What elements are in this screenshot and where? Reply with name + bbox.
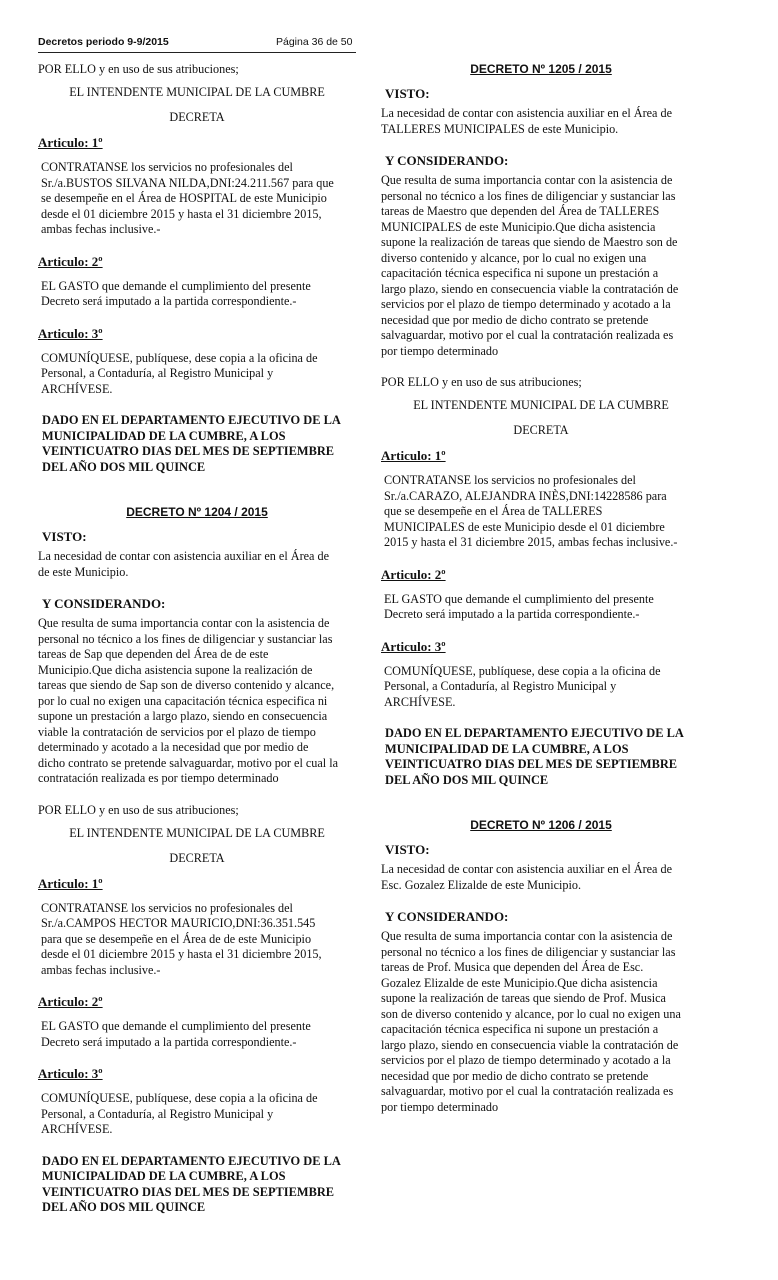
text-line: DADO EN EL DEPARTAMENTO EJECUTIVO DE LA bbox=[42, 1153, 341, 1168]
text-line: ARCHÍVESE. bbox=[41, 381, 113, 396]
text-line: MUNICIPALIDAD DE LA CUMBRE, A LOS bbox=[42, 428, 286, 443]
article-3-text bbox=[38, 351, 356, 398]
text-line: desde el 01 diciembre 2015 y hasta el 31 diciembre 2015, bbox=[41, 206, 322, 221]
article-1-label: Articulo: 1º bbox=[381, 448, 446, 463]
text-line: capacitación técnica especifica ni supone un prestación a bbox=[381, 1022, 659, 1036]
text-line: ambas fechas inclusive.- bbox=[41, 962, 161, 977]
text-line: servicios por el plazo de tiempo determinado y acotado a la bbox=[381, 1053, 671, 1067]
text-line: viable la contratación de servicios por el plazo de tiempo bbox=[38, 724, 316, 739]
text-line: diverso contenido y alcance, por lo cual no exigen una bbox=[381, 250, 647, 265]
text-line: largo plazo, siendo en consecuencia viable la contratación de bbox=[381, 281, 679, 296]
text-line: VEINTICUATRO DIAS DEL MES DE SEPTIEMBRE bbox=[385, 757, 678, 771]
text-line: Decreto será imputado a la partida correspondiente.- bbox=[384, 607, 640, 621]
decree-title: DECRETO Nº 1205 / 2015 bbox=[470, 62, 612, 76]
text-line: salvaguardar, motivo por el cual la contratación realizada es bbox=[381, 1084, 674, 1098]
text-line: determinado y acotado a la necesidad que por medio de bbox=[38, 740, 309, 754]
text-line: DEL AÑO DOS MIL QUINCE bbox=[42, 1200, 206, 1214]
article-2-label: Articulo: 2º bbox=[381, 566, 446, 582]
text-line: Sr./a.CARAZO, ALEJANDRA INÈS,DNI:14228586 para bbox=[384, 488, 667, 503]
article-3-text bbox=[381, 664, 701, 711]
text-line: personal no técnico a los fines de diligenciar y sustanciar las bbox=[381, 944, 676, 959]
decree-title: DECRETO Nº 1204 / 2015 bbox=[126, 505, 268, 519]
text-line: La necesidad de contar con asistencia auxiliar en el Área de bbox=[38, 549, 330, 563]
text-line: Personal, a Contaduría, al Registro Municipal y bbox=[384, 679, 617, 693]
text-line: DEL AÑO DOS MIL QUINCE bbox=[42, 459, 206, 474]
text-line: Que resulta de suma importancia contar con la asistencia de bbox=[381, 173, 673, 187]
considerando-text bbox=[38, 616, 356, 787]
text-line: COMUNÍQUESE, publíquese, dese copia a la oficina de bbox=[41, 1091, 318, 1105]
article-3-label: Articulo: 3º bbox=[381, 638, 446, 654]
text-line: CONTRATANSE los servicios no profesionales del bbox=[384, 473, 636, 487]
considerando-label: Y CONSIDERANDO: bbox=[385, 909, 509, 924]
text-line: Municipio.Que dicha asistencia supone la realización de bbox=[38, 662, 313, 677]
considerando-label: Y CONSIDERANDO: bbox=[42, 596, 166, 611]
text-line: Gozalez Elizalde de este Municipio.Que dicha asistencia bbox=[381, 975, 658, 990]
text-line: VEINTICUATRO DIAS DEL MES DE SEPTIEMBRE bbox=[42, 1184, 335, 1199]
considerando-text bbox=[381, 929, 701, 1115]
header-page-number: Página 36 de 50 bbox=[276, 36, 353, 48]
text-line: capacitación técnica especifica ni supone un prestación a bbox=[381, 266, 659, 280]
text-line: CONTRATANSE los servicios no profesionales del bbox=[41, 900, 293, 915]
text-line: servicios por el plazo de tiempo determinado y acotado a la bbox=[381, 297, 671, 311]
text-line: MUNICIPALIDAD DE LA CUMBRE, A LOS bbox=[42, 1169, 286, 1183]
text-line: necesidad que por medio de dicho contrato se pretende bbox=[381, 312, 649, 327]
text-line: para que se desempeñe en el Área de de este Municipio bbox=[41, 931, 312, 946]
text-line: contratación realizada es por tiempo determinado bbox=[38, 771, 279, 785]
text-line: MUNICIPALES de este Municipio desde el 01 diciembre bbox=[384, 519, 665, 534]
text-line: supone la realización de tareas que siendo de Prof. Musica bbox=[381, 991, 666, 1005]
text-line: personal no técnico a los fines de diligenciar y sustanciar las bbox=[38, 631, 333, 646]
decreta-heading: DECRETA bbox=[169, 850, 225, 865]
text-line: DEL AÑO DOS MIL QUINCE bbox=[385, 772, 549, 787]
article-2-label: Articulo: 2º bbox=[38, 994, 103, 1009]
text-line: 2015 y hasta el 31 diciembre 2015, ambas fechas inclusive.- bbox=[384, 535, 678, 549]
article-2-text bbox=[38, 1019, 356, 1050]
dado-closing bbox=[42, 1154, 356, 1216]
text-line: Decreto será imputado a la partida correspondiente.- bbox=[41, 294, 297, 308]
visto-text bbox=[381, 106, 701, 137]
article-1-label: Articulo: 1º bbox=[38, 875, 103, 891]
text-line: son de diverso contenido y alcance, por lo cual no exigen una bbox=[381, 1006, 681, 1021]
text-line: EL GASTO que demande el cumplimiento del presente bbox=[41, 1019, 311, 1033]
text-line: CONTRATANSE los servicios no profesionales del bbox=[41, 160, 293, 174]
article-3-text bbox=[38, 1091, 356, 1138]
text-line: EL GASTO que demande el cumplimiento del presente bbox=[384, 591, 654, 606]
por-ello-text: POR ELLO y en uso de sus atribuciones; bbox=[381, 375, 582, 389]
header-document-title: Decretos periodo 9-9/2015 bbox=[38, 36, 169, 48]
text-line: DADO EN EL DEPARTAMENTO EJECUTIVO DE LA bbox=[42, 413, 341, 427]
article-1-text bbox=[38, 901, 356, 979]
text-line: TALLERES MUNICIPALES de este Municipio. bbox=[381, 121, 619, 136]
text-line: por tiempo determinado bbox=[381, 343, 499, 358]
article-2-text bbox=[381, 592, 701, 623]
por-ello-text: POR ELLO y en uso de sus atribuciones; bbox=[38, 62, 239, 76]
text-line: Esc. Gozalez Elizalde de este Municipio. bbox=[381, 877, 581, 892]
text-line: Personal, a Contaduría, al Registro Municipal y bbox=[41, 1106, 274, 1121]
text-line: MUNICIPALES de este Municipio.Que dicha asistencia bbox=[381, 219, 656, 234]
article-1-label: Articulo: 1º bbox=[38, 135, 103, 150]
decreta-heading: DECRETA bbox=[513, 423, 569, 437]
text-line: ARCHÍVESE. bbox=[384, 694, 456, 709]
text-line: por tiempo determinado bbox=[381, 1099, 499, 1114]
text-line: VEINTICUATRO DIAS DEL MES DE SEPTIEMBRE bbox=[42, 444, 335, 458]
text-line: tareas de Sap que dependen del Área de de este bbox=[38, 647, 269, 661]
text-line: salvaguardar, motivo por el cual la contratación realizada es bbox=[381, 328, 674, 342]
dado-closing bbox=[42, 413, 356, 475]
text-line: de este Municipio. bbox=[38, 564, 129, 579]
por-ello-text: POR ELLO y en uso de sus atribuciones; bbox=[38, 802, 239, 817]
intendente-heading: EL INTENDENTE MUNICIPAL DE LA CUMBRE bbox=[69, 825, 325, 840]
article-3-label: Articulo: 3º bbox=[38, 1066, 103, 1081]
text-line: EL GASTO que demande el cumplimiento del presente bbox=[41, 278, 311, 293]
text-line: supone la realización de tareas que siendo de Maestro son de bbox=[381, 235, 678, 249]
text-line: tareas de Prof. Musica que dependen del Área de Esc. bbox=[381, 960, 644, 974]
dado-closing bbox=[385, 726, 701, 788]
text-line: Personal, a Contaduría, al Registro Municipal y bbox=[41, 366, 274, 380]
visto-label: VISTO: bbox=[42, 529, 87, 544]
article-2-text bbox=[38, 279, 356, 310]
article-1-text bbox=[381, 473, 701, 551]
article-3-label: Articulo: 3º bbox=[38, 325, 103, 341]
article-2-label: Articulo: 2º bbox=[38, 253, 103, 269]
text-line: DADO EN EL DEPARTAMENTO EJECUTIVO DE LA bbox=[385, 726, 684, 740]
visto-label: VISTO: bbox=[385, 86, 430, 101]
page-header bbox=[38, 34, 356, 53]
intendente-heading: EL INTENDENTE MUNICIPAL DE LA CUMBRE bbox=[69, 85, 325, 99]
text-line: que se desempeñe en el Área de TALLERES bbox=[384, 504, 603, 518]
text-line: dicho contrato se pretende salvaguardar, motivo por el cual la bbox=[38, 755, 339, 770]
right-column bbox=[381, 62, 701, 1131]
text-line: COMUNÍQUESE, publíquese, dese copia a la oficina de bbox=[41, 350, 318, 365]
text-line: se desempeñe en el Área de HOSPITAL de este Municipio bbox=[41, 191, 327, 205]
text-line: personal no técnico a los fines de diligenciar y sustanciar las bbox=[381, 188, 676, 203]
text-line: necesidad que por medio de dicho contrato se pretende bbox=[381, 1068, 649, 1083]
text-line: supone un prestación a largo plazo, siendo en consecuencia bbox=[38, 709, 328, 723]
article-1-text bbox=[38, 160, 356, 238]
text-line: Que resulta de suma importancia contar con la asistencia de bbox=[38, 616, 330, 630]
text-line: MUNICIPALIDAD DE LA CUMBRE, A LOS bbox=[385, 741, 629, 756]
decreta-heading: DECRETA bbox=[169, 110, 225, 124]
text-line: Decreto será imputado a la partida correspondiente.- bbox=[41, 1034, 297, 1049]
text-line: Sr./a.BUSTOS SILVANA NILDA,DNI:24.211.567 para que bbox=[41, 175, 334, 190]
text-line: ARCHÍVESE. bbox=[41, 1122, 113, 1136]
text-line: tareas que siendo de Sap son de diverso contenido y alcance, bbox=[38, 678, 335, 692]
visto-label: VISTO: bbox=[385, 842, 430, 857]
decree-title: DECRETO Nº 1206 / 2015 bbox=[470, 818, 612, 832]
text-line: La necesidad de contar con asistencia auxiliar en el Área de bbox=[381, 106, 673, 120]
text-line: tareas de Maestro que dependen del Área de TALLERES bbox=[381, 204, 660, 218]
text-line: ambas fechas inclusive.- bbox=[41, 222, 161, 236]
considerando-text bbox=[381, 173, 701, 359]
text-line: COMUNÍQUESE, publíquese, dese copia a la oficina de bbox=[384, 663, 661, 678]
visto-text bbox=[38, 549, 356, 580]
text-line: desde el 01 diciembre 2015 y hasta el 31 diciembre 2015, bbox=[41, 947, 322, 961]
text-line: Que resulta de suma importancia contar con la asistencia de bbox=[381, 929, 673, 943]
considerando-label: Y CONSIDERANDO: bbox=[385, 153, 509, 168]
left-column bbox=[38, 62, 356, 1246]
visto-text bbox=[381, 862, 701, 893]
text-line: La necesidad de contar con asistencia auxiliar en el Área de bbox=[381, 862, 673, 876]
text-line: Sr./a.CAMPOS HECTOR MAURICIO,DNI:36.351.545 bbox=[41, 916, 316, 930]
text-line: por lo cual no exigen una capacitación técnica especifica ni bbox=[38, 693, 328, 708]
intendente-heading: EL INTENDENTE MUNICIPAL DE LA CUMBRE bbox=[413, 398, 669, 412]
text-line: largo plazo, siendo en consecuencia viable la contratación de bbox=[381, 1037, 679, 1052]
